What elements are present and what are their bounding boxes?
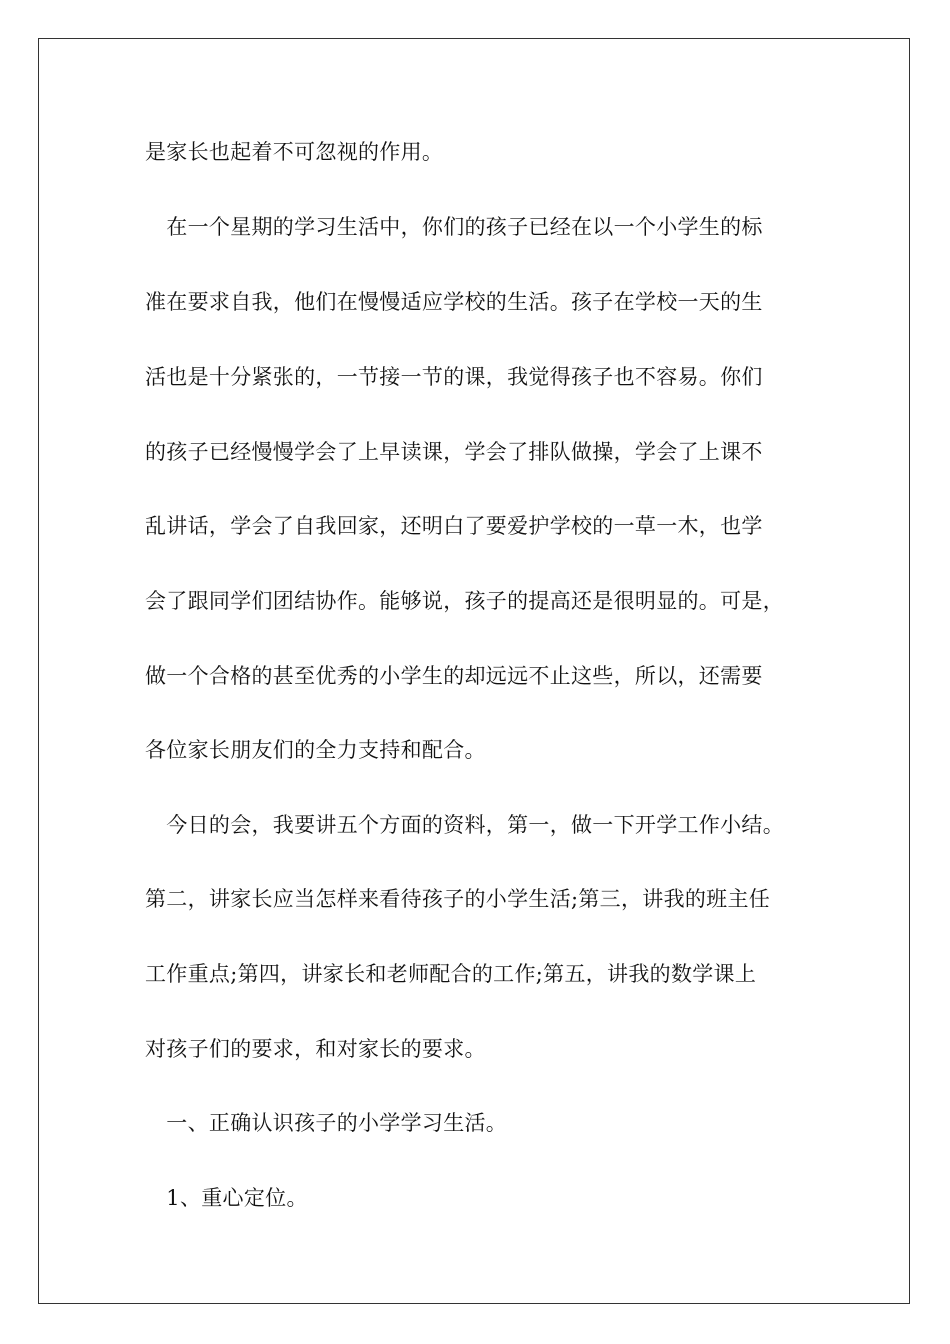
- subsection-heading: 1、重心定位。: [145, 1186, 308, 1210]
- body-text-line: 今日的会，我要讲五个方面的资料，第一，做一下开学工作小结。: [145, 813, 784, 837]
- body-text-line: 各位家长朋友们的全力支持和配合。: [145, 738, 486, 762]
- body-text-line: 第二，讲家长应当怎样来看待孩子的小学生活;第三，讲我的班主任: [145, 887, 771, 911]
- body-text-line: 的孩子已经慢慢学会了上早读课，学会了排队做操，学会了上课不: [145, 440, 763, 464]
- body-text-line: 在一个星期的学习生活中，你们的孩子已经在以一个小学生的标: [145, 215, 763, 239]
- body-text-line: 会了跟同学们团结协作。能够说，孩子的提高还是很明显的。可是，: [145, 589, 784, 613]
- body-text-line: 做一个合格的甚至优秀的小学生的却远远不止这些，所以，还需要: [145, 664, 763, 688]
- body-text-line: 活也是十分紧张的，一节接一节的课，我觉得孩子也不容易。你们: [145, 365, 763, 389]
- section-heading: 一、正确认识孩子的小学学习生活。: [145, 1111, 508, 1135]
- body-text-line: 准在要求自我，他们在慢慢适应学校的生活。孩子在学校一天的生: [145, 290, 763, 314]
- body-text-line: 对孩子们的要求，和对家长的要求。: [145, 1037, 486, 1061]
- body-text-line: 是家长也起着不可忽视的作用。: [145, 140, 444, 164]
- body-text-line: 工作重点;第四，讲家长和老师配合的工作;第五，讲我的数学课上: [145, 962, 757, 986]
- body-text-line: 乱讲话，学会了自我回家，还明白了要爱护学校的一草一木，也学: [145, 514, 763, 538]
